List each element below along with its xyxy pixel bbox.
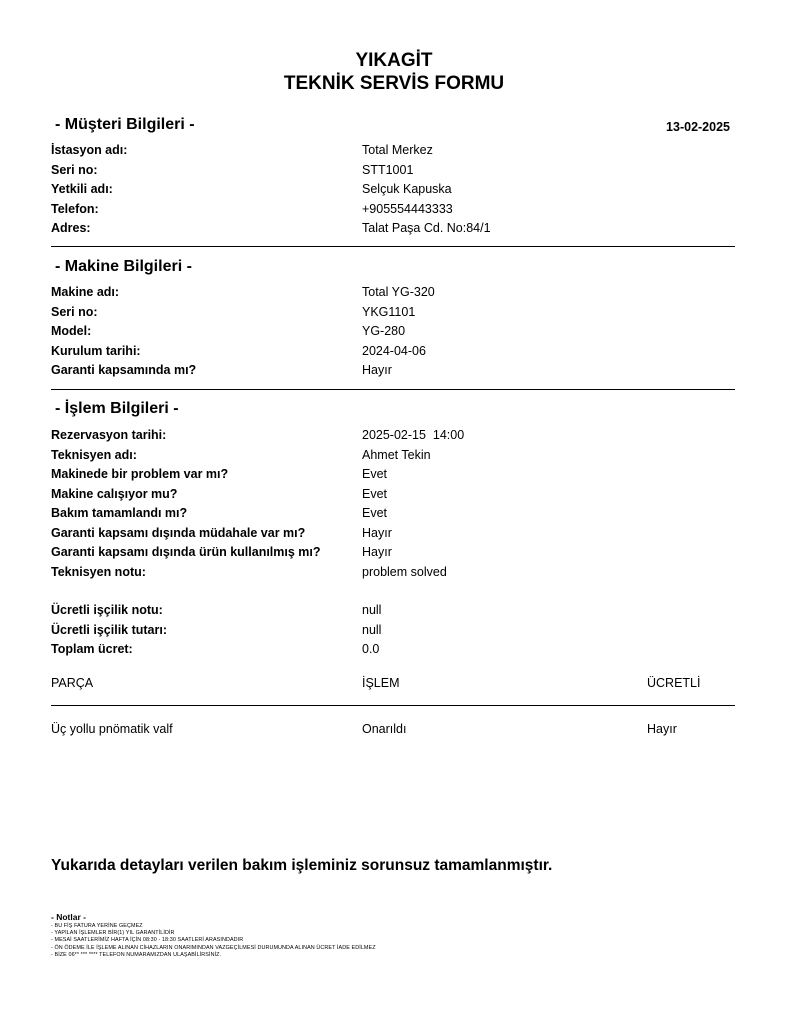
- column-header-paid: ÜCRETLİ: [647, 676, 701, 690]
- customer-row: [51, 200, 741, 220]
- section-divider: [51, 389, 735, 390]
- field-label: Garanti kapsamında mı?: [51, 363, 197, 377]
- operation-cell: Onarıldı: [362, 722, 407, 736]
- customer-section-heading: - Müşteri Bilgileri -: [55, 116, 195, 133]
- customer-row: [51, 219, 741, 239]
- notes-title: - Notlar -: [51, 912, 86, 922]
- field-value: 2025-02-15 14:00: [362, 428, 465, 442]
- table-header-divider: [51, 705, 735, 706]
- field-label: Teknisyen notu:: [51, 564, 146, 579]
- notes-section: [51, 912, 376, 959]
- field-value: null: [362, 603, 382, 617]
- field-label: Garanti kapsamı dışında müdahale var mı?: [51, 525, 306, 540]
- field-label: Ücretli işçilik tutarı:: [51, 622, 168, 637]
- operation-row: [51, 485, 741, 505]
- cost-row: [51, 640, 741, 660]
- field-value: Evet: [362, 486, 388, 501]
- note-item: - BİZE 06** *** **** TELEFON NUMARAMIZDAN ULAŞABİLİRSİNİZ.: [51, 951, 222, 958]
- cost-row: [51, 621, 741, 641]
- completion-message: Yukarıda detayları verilen bakım işleminiz sorunsuz tamamlanmıştır.: [51, 857, 553, 874]
- field-value: Selçuk Kapuska: [362, 182, 452, 196]
- field-value: problem solved: [362, 564, 447, 579]
- field-value: YKG1101: [362, 304, 416, 319]
- field-value: Total Merkez: [362, 143, 433, 157]
- field-value: Ahmet Tekin: [362, 447, 431, 462]
- customer-row: [51, 180, 741, 200]
- operation-row: [51, 426, 741, 446]
- field-value: STT1001: [362, 162, 414, 177]
- machine-row: [51, 342, 741, 362]
- note-item: - ÖN ÖDEME İLE İŞLEME ALINAN CİHAZLARIN ONARIMINDAN VAZGEÇİLMESİ DURUMUNDA ALINAN ÜCRET İADE EDİLMEZ: [51, 944, 376, 951]
- field-label: Bakım tamamlandı mı?: [51, 506, 188, 520]
- operation-row: [51, 446, 741, 466]
- machine-row: [51, 283, 741, 303]
- section-divider: [51, 246, 735, 247]
- field-value: Hayır: [362, 525, 392, 540]
- field-label: Makine adı:: [51, 285, 120, 299]
- company-name: YIKAGİT: [355, 50, 433, 71]
- field-label: Kurulum tarihi:: [51, 343, 141, 358]
- field-label: Model:: [51, 324, 92, 338]
- note-item: - BU FİŞ FATURA YERİNE GEÇMEZ: [51, 923, 143, 929]
- operation-row: [51, 504, 741, 524]
- customer-row: [51, 161, 741, 181]
- field-value: Evet: [362, 506, 388, 520]
- customer-info: [51, 141, 741, 239]
- field-label: Yetkili adı:: [51, 182, 113, 196]
- field-label: Garanti kapsamı dışında ürün kullanılmış mı?: [51, 545, 321, 559]
- field-label: Adres:: [51, 221, 91, 235]
- column-header-part: PARÇA: [51, 676, 94, 690]
- operation-section-heading: - İşlem Bilgileri -: [55, 400, 179, 417]
- field-label: Rezervasyon tarihi:: [51, 428, 167, 442]
- field-value: 2024-04-06: [362, 343, 426, 358]
- operation-row: [51, 563, 741, 583]
- field-label: İstasyon adı:: [51, 143, 128, 157]
- operation-row: [51, 524, 741, 544]
- form-date: 13-02-2025: [666, 120, 730, 134]
- form-title: TEKNİK SERVİS FORMU: [283, 73, 505, 94]
- field-label: Toplam ücret:: [51, 642, 133, 656]
- field-value: Hayır: [362, 545, 392, 559]
- machine-info: [51, 283, 741, 381]
- field-label: Makinede bir problem var mı?: [51, 467, 229, 481]
- field-value: null: [362, 622, 382, 637]
- customer-row: [51, 141, 741, 161]
- note-item: - MESAİ SAATLERİMİZ HAFTA İÇİN 08:30 - 18:30 SAATLERİ ARASINDADIR: [51, 937, 244, 944]
- field-value: Talat Paşa Cd. No:84/1: [362, 221, 491, 235]
- field-value: YG-280: [362, 324, 406, 338]
- paid-cell: Hayır: [647, 722, 677, 736]
- field-label: Seri no:: [51, 162, 98, 177]
- cost-info: [51, 601, 741, 660]
- field-label: Teknisyen adı:: [51, 447, 137, 462]
- operation-row: [51, 465, 741, 485]
- field-label: Telefon:: [51, 201, 99, 216]
- field-value: +905554443333: [362, 201, 453, 216]
- note-item: - YAPILAN İŞLEMLER BİR(1) YIL GARANTİLİDİR: [51, 930, 175, 937]
- operation-info: [51, 426, 741, 582]
- cost-row: [51, 601, 741, 621]
- field-value: Hayır: [362, 363, 392, 377]
- machine-section-heading: - Makine Bilgileri -: [55, 258, 192, 275]
- column-header-operation: İŞLEM: [362, 676, 400, 690]
- operation-row: [51, 543, 741, 563]
- field-value: 0.0: [362, 642, 380, 656]
- field-label: Ücretli işçilik notu:: [51, 603, 163, 617]
- machine-row: [51, 361, 741, 381]
- part-name-cell: Üç yollu pnömatik valf: [51, 722, 173, 736]
- field-label: Makine calışıyor mu?: [51, 486, 178, 501]
- field-value: Evet: [362, 467, 388, 481]
- machine-row: [51, 303, 741, 323]
- machine-row: [51, 322, 741, 342]
- field-label: Seri no:: [51, 304, 98, 319]
- field-value: Total YG-320: [362, 285, 435, 299]
